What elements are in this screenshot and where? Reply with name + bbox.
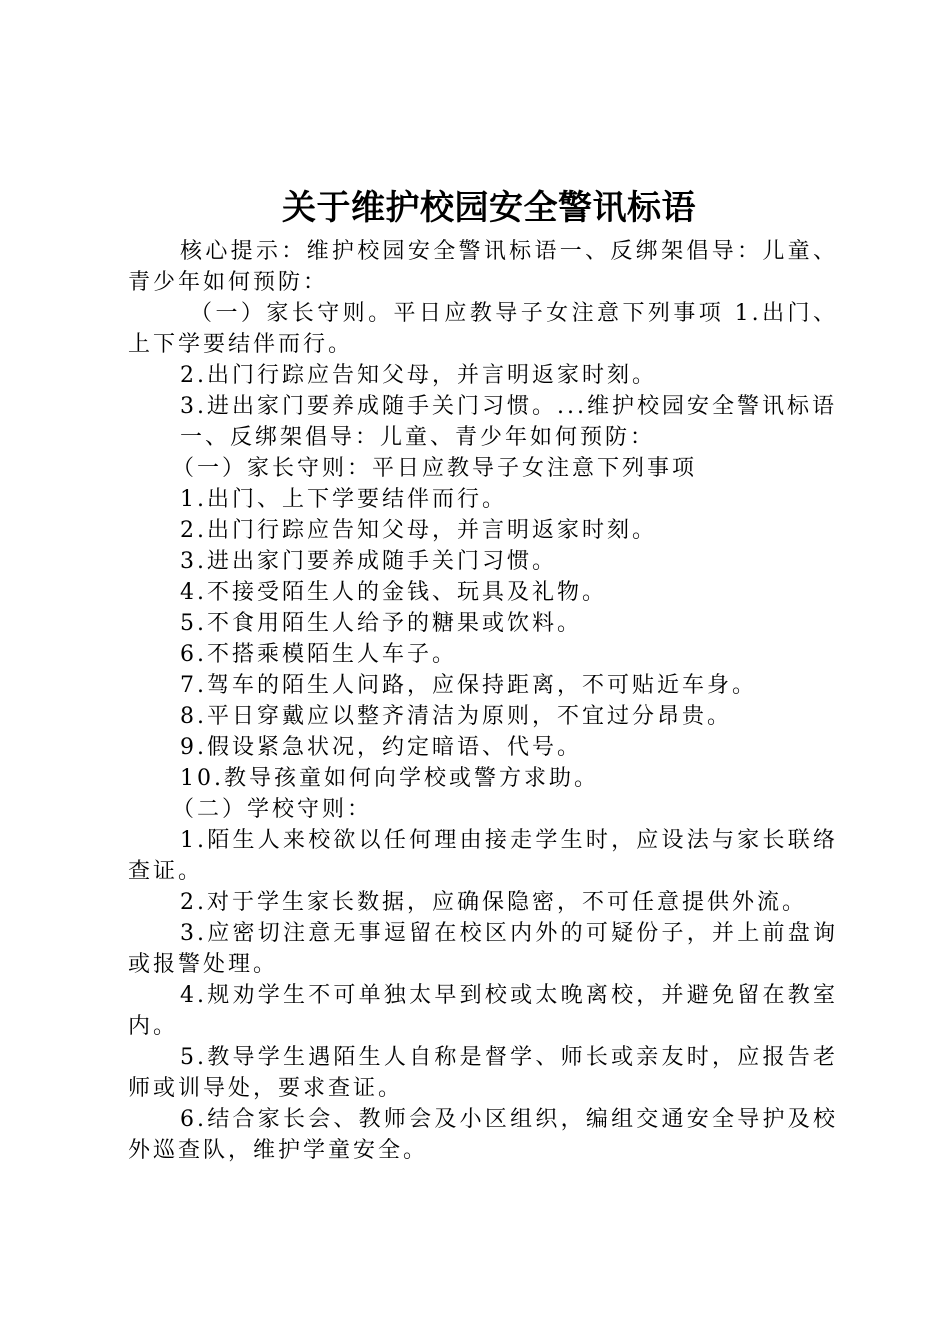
- paragraph: （一）家长守则：平日应教导子女注意下列事项: [172, 456, 698, 481]
- paragraph: 8.平日穿戴应以整齐清洁为原则，不宜过分昂贵。: [180, 704, 732, 729]
- paragraph: 1.陌生人来校欲以任何理由接走学生时，应设法与家长联络查证。: [128, 828, 838, 884]
- paragraph: 5.教导学生遇陌生人自称是督学、师长或亲友时，应报告老师或训导处，要求查证。: [128, 1045, 838, 1101]
- document-title: 关于维护校园安全警讯标语: [282, 188, 696, 228]
- paragraph: 9.假设紧急状况，约定暗语、代号。: [180, 735, 582, 760]
- paragraph: 7.驾车的陌生人问路，应保持距离，不可贴近车身。: [180, 673, 757, 698]
- paragraph: 4.不接受陌生人的金钱、玩具及礼物。: [180, 580, 607, 605]
- paragraph: （二）学校守则：: [172, 797, 373, 822]
- paragraph: 4.规劝学生不可单独太早到校或太晚离校，并避免留在教室内。: [128, 983, 838, 1039]
- paragraph: 1.出门、上下学要结伴而行。: [180, 487, 507, 512]
- paragraph: 6.不搭乘模陌生人车子。: [180, 642, 457, 667]
- paragraph: 2.出门行踪应告知父母，并言明返家时刻。: [180, 363, 657, 388]
- paragraph: 3.应密切注意无事逗留在校区内外的可疑份子，并上前盘询或报警处理。: [128, 921, 838, 977]
- paragraph: 2.对于学生家长数据，应确保隐密，不可任意提供外流。: [180, 890, 807, 915]
- paragraph: 10.教导孩童如何向学校或警方求助。: [180, 766, 599, 791]
- document-page: [128, 180, 838, 1166]
- paragraph: 核心提示：维护校园安全警讯标语一、反绑架倡导：儿童、青少年如何预防：: [128, 239, 838, 295]
- paragraph: 5.不食用陌生人给予的糖果或饮料。: [180, 611, 582, 636]
- paragraph: 3.进出家门要养成随手关门习惯。...维护校园安全警讯标语: [180, 394, 837, 419]
- document-body: [128, 236, 838, 1166]
- paragraph: 6.结合家长会、教师会及小区组织，编组交通安全导护及校外巡查队，维护学童安全。: [128, 1107, 838, 1163]
- paragraph: 3.进出家门要养成随手关门习惯。: [180, 549, 557, 574]
- paragraph: 一、反绑架倡导：儿童、青少年如何预防：: [180, 425, 656, 450]
- paragraph: 2.出门行踪应告知父母，并言明返家时刻。: [180, 518, 657, 543]
- paragraph: （一）家长守则。平日应教导子女注意下列事项 1.出门、上下学要结伴而行。: [128, 301, 838, 357]
